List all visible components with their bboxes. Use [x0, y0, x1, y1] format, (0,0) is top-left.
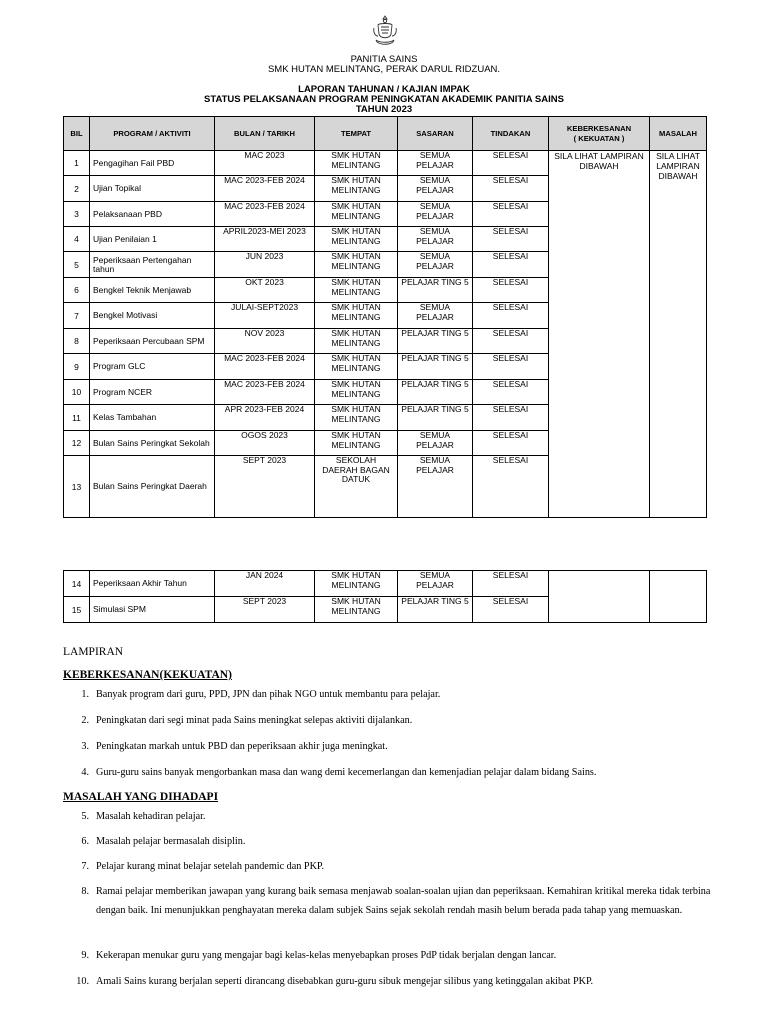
col-header-masalah: MASALAH [650, 117, 707, 151]
list-item-number: 1. [81, 689, 89, 700]
col-header-bil: BIL [64, 117, 90, 151]
col-header-tindakan: TINDAKAN [473, 117, 549, 151]
row-program: Peperiksaan Akhir Tahun [90, 571, 215, 597]
row-program: Simulasi SPM [90, 597, 215, 623]
row-program: Ujian Penilaian 1 [90, 227, 215, 252]
row-tindakan: SELESAI [473, 176, 549, 202]
report-title: LAPORAN TAHUNAN / KAJIAN IMPAK [298, 84, 470, 95]
row-bil: 3 [64, 202, 90, 227]
row-bulan: SEPT 2023 [215, 597, 315, 623]
row-program: Pengagihan Fail PBD [90, 151, 215, 176]
list-item-number: 4. [81, 767, 89, 778]
report-subtitle: STATUS PELAKSANAAN PROGRAM PENINGKATAN AKADEMIK PANITIA SAINS [204, 94, 564, 105]
row-sasaran: SEMUA PELAJAR [398, 227, 473, 252]
row-tempat: SMK HUTAN MELINTANG [315, 405, 398, 431]
row-program: Peperiksaan Percubaan SPM [90, 329, 215, 354]
row-sasaran: PELAJAR TING 5 [398, 354, 473, 380]
row-tindakan: SELESAI [473, 202, 549, 227]
row-tempat: SMK HUTAN MELINTANG [315, 597, 398, 623]
row-program: Pelaksanaan PBD [90, 202, 215, 227]
row-sasaran: SEMUA PELAJAR [398, 571, 473, 597]
row-bulan: NOV 2023 [215, 329, 315, 354]
row-tindakan: SELESAI [473, 380, 549, 405]
crest-emblem-icon [371, 14, 399, 46]
programme-status-table [63, 116, 707, 518]
row-sasaran: SEMUA PELAJAR [398, 303, 473, 329]
row-bulan: APRIL2023-MEI 2023 [215, 227, 315, 252]
row-tindakan: SELESAI [473, 303, 549, 329]
list-item-number: 5. [81, 811, 89, 822]
row-sasaran: SEMUA PELAJAR [398, 252, 473, 278]
panitia-heading: PANITIA SAINS [350, 54, 418, 65]
row-bulan: MAC 2023-FEB 2024 [215, 176, 315, 202]
list-item-number: 2. [81, 715, 89, 726]
row-tindakan: SELESAI [473, 329, 549, 354]
row-program: Program GLC [90, 354, 215, 380]
row-program: Program NCER [90, 380, 215, 405]
list-item-number: 8. [81, 886, 89, 897]
row-sasaran: PELAJAR TING 5 [398, 405, 473, 431]
list-item-text: Peningkatan markah untuk PBD dan peperiksaan akhir juga meningkat. [96, 741, 388, 752]
list-item-text: Banyak program dari guru, PPD, JPN dan pihak NGO untuk membantu para pelajar. [96, 689, 441, 700]
row-sasaran: SEMUA PELAJAR [398, 176, 473, 202]
row-tempat: SMK HUTAN MELINTANG [315, 176, 398, 202]
table-row [64, 151, 707, 176]
row-tempat: SEKOLAH DAERAH BAGAN DATUK [315, 456, 398, 518]
row-bulan: JUN 2023 [215, 252, 315, 278]
row-tindakan: SELESAI [473, 597, 549, 623]
list-item-number: 3. [81, 741, 89, 752]
school-name: SMK HUTAN MELINTANG, PERAK DARUL RIDZUAN. [267, 64, 501, 75]
row-keberkesanan-merged: SILA LIHAT LAMPIRAN DIBAWAH [549, 151, 650, 518]
row-bulan: APR 2023-FEB 2024 [215, 405, 315, 431]
row-bil: 8 [64, 329, 90, 354]
masalah-section-title: MASALAH YANG DIHADAPI [63, 791, 219, 803]
row-tempat: SMK HUTAN MELINTANG [315, 329, 398, 354]
row-sasaran: PELAJAR TING 5 [398, 329, 473, 354]
row-bulan: MAC 2023 [215, 151, 315, 176]
row-tempat: SMK HUTAN MELINTANG [315, 303, 398, 329]
col-header-program: PROGRAM / AKTIVITI [90, 117, 215, 151]
row-tindakan: SELESAI [473, 405, 549, 431]
row-bil: 12 [64, 431, 90, 456]
row-masalah-merged [650, 571, 707, 623]
row-sasaran: SEMUA PELAJAR [398, 151, 473, 176]
row-bil: 15 [64, 597, 90, 623]
row-keberkesanan-merged [549, 571, 650, 623]
row-bil: 14 [64, 571, 90, 597]
row-tindakan: SELESAI [473, 354, 549, 380]
col-header-keberkesanan: KEBERKESANAN ( KEKUATAN ) [549, 117, 650, 151]
row-sasaran: SEMUA PELAJAR [398, 431, 473, 456]
row-bil: 6 [64, 278, 90, 303]
kekuatan-section-title: KEBERKESANAN(KEKUATAN) [63, 669, 232, 681]
list-item-text: Pelajar kurang minat belajar setelah pandemic dan PKP. [96, 861, 325, 872]
row-masalah-merged: SILA LIHAT LAMPIRAN DIBAWAH [650, 151, 707, 518]
row-bulan: MAC 2023-FEB 2024 [215, 354, 315, 380]
row-sasaran: PELAJAR TING 5 [398, 380, 473, 405]
lampiran-label: LAMPIRAN [63, 646, 124, 658]
row-tempat: SMK HUTAN MELINTANG [315, 151, 398, 176]
row-bulan: JULAI-SEPT2023 [215, 303, 315, 329]
row-program: Bengkel Motivasi [90, 303, 215, 329]
programme-status-table-continued [63, 570, 707, 623]
row-bil: 5 [64, 252, 90, 278]
row-bil: 7 [64, 303, 90, 329]
row-sasaran: SEMUA PELAJAR [398, 456, 473, 518]
col-header-bulan: BULAN / TARIKH [215, 117, 315, 151]
row-program: Kelas Tambahan [90, 405, 215, 431]
row-tempat: SMK HUTAN MELINTANG [315, 571, 398, 597]
row-tempat: SMK HUTAN MELINTANG [315, 431, 398, 456]
row-bil: 4 [64, 227, 90, 252]
row-sasaran: PELAJAR TING 5 [398, 597, 473, 623]
row-tindakan: SELESAI [473, 431, 549, 456]
row-tindakan: SELESAI [473, 571, 549, 597]
row-bulan: JAN 2024 [215, 571, 315, 597]
row-tempat: SMK HUTAN MELINTANG [315, 278, 398, 303]
row-program: Ujian Topikal [90, 176, 215, 202]
row-bil: 9 [64, 354, 90, 380]
row-tempat: SMK HUTAN MELINTANG [315, 252, 398, 278]
row-program: Peperiksaan Pertengahan tahun [90, 252, 215, 278]
row-bil: 13 [64, 456, 90, 518]
row-tempat: SMK HUTAN MELINTANG [315, 354, 398, 380]
list-item-text: Amali Sains kurang berjalan seperti dirancang disebabkan guru-guru sibuk mengejar silibus yang ketinggalan akibat PKP. [96, 976, 594, 987]
row-program: Bulan Sains Peringkat Sekolah [90, 431, 215, 456]
row-tindakan: SELESAI [473, 252, 549, 278]
list-item-text: Ramai pelajar memberikan jawapan yang kurang baik semasa menjawab soalan-soalan ujian dan peperiksaan. Kemahiran kritikal mereka tidak terbina dengan baik. Ini menunjukkan penghayatan mereka dalam subjek Sains sejak sekolah rendah masih belum berada pada tahap yang memuaskan. [96, 886, 711, 916]
row-sasaran: SEMUA PELAJAR [398, 202, 473, 227]
list-item-text: Masalah kehadiran pelajar. [96, 811, 206, 822]
row-tempat: SMK HUTAN MELINTANG [315, 380, 398, 405]
list-item-text: Peningkatan dari segi minat pada Sains meningkat selepas aktiviti dijalankan. [96, 715, 413, 726]
row-tindakan: SELESAI [473, 227, 549, 252]
row-bil: 1 [64, 151, 90, 176]
row-sasaran: PELAJAR TING 5 [398, 278, 473, 303]
list-item-text: Kekerapan menukar guru yang mengajar bagi kelas-kelas menyebapkan proses PdP tidak berjalan dengan lancar. [96, 950, 557, 961]
list-item-number: 7. [81, 861, 89, 872]
list-item-number: 6. [81, 836, 89, 847]
list-item-text: Guru-guru sains banyak mengorbankan masa dan wang demi kecemerlangan dan kemenjadian pelajar dalam bidang Sains. [96, 767, 597, 778]
row-program: Bulan Sains Peringkat Daerah [90, 456, 215, 518]
col-header-sasaran: SASARAN [398, 117, 473, 151]
table-row [64, 571, 707, 597]
list-item-number: 9. [81, 950, 89, 961]
row-tempat: SMK HUTAN MELINTANG [315, 202, 398, 227]
report-year: TAHUN 2023 [355, 104, 413, 115]
list-item-number: 10. [76, 976, 89, 987]
row-tindakan: SELESAI [473, 456, 549, 518]
row-bil: 11 [64, 405, 90, 431]
row-bil: 10 [64, 380, 90, 405]
table-header-row [64, 117, 707, 151]
row-bulan: OGOS 2023 [215, 431, 315, 456]
row-tindakan: SELESAI [473, 278, 549, 303]
col-header-tempat: TEMPAT [315, 117, 398, 151]
row-tindakan: SELESAI [473, 151, 549, 176]
row-tempat: SMK HUTAN MELINTANG [315, 227, 398, 252]
list-item-text: Masalah pelajar bermasalah disiplin. [96, 836, 246, 847]
row-bulan: MAC 2023-FEB 2024 [215, 380, 315, 405]
row-bil: 2 [64, 176, 90, 202]
row-bulan: MAC 2023-FEB 2024 [215, 202, 315, 227]
row-bulan: SEPT 2023 [215, 456, 315, 518]
row-bulan: OKT 2023 [215, 278, 315, 303]
row-program: Bengkel Teknik Menjawab [90, 278, 215, 303]
